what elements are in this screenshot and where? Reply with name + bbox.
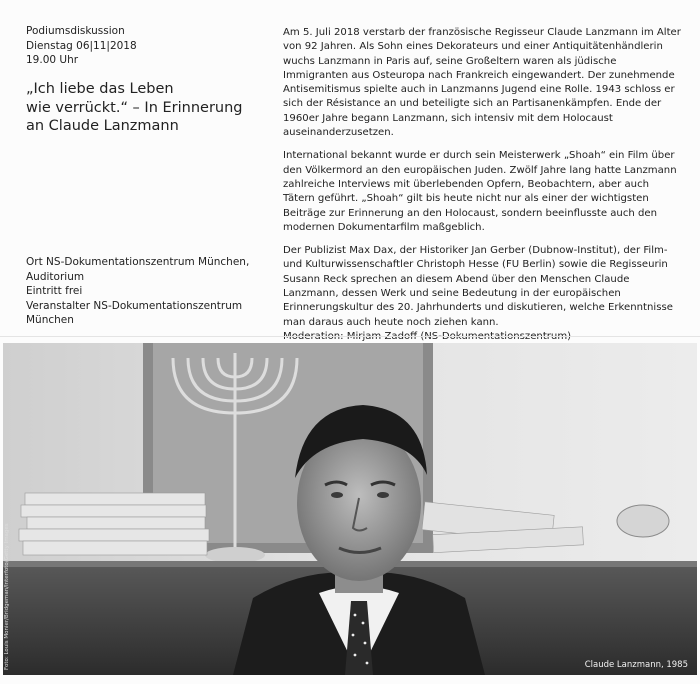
event-details — [26, 255, 258, 328]
eintritt-label: Eintritt — [26, 285, 62, 297]
description-paragraph-3: Der Publizist Max Dax, der Historiker Jan Gerber (Dubnow-Institut), der Film- und Kulturwissenschaftler Christoph Hesse (FU Berlin) sowie die Regisseurin Susann Reck sprechen an diesem Abend über den Menschen Claude Lanzmann, dessen Werk und seine Bedeutung in der europäischen Erinnerungskultur des 20. Jahrhunderts und diskutieren, welche Erkenntnisse man daraus auch heute noch ziehen kann. — [283, 245, 673, 328]
headline-line-3: an Claude Lanzmann — [26, 118, 179, 134]
event-time: 19.00 Uhr — [26, 54, 79, 66]
event-description — [283, 26, 683, 353]
event-headline — [26, 80, 256, 136]
fold-line — [0, 336, 700, 337]
eintritt-line — [26, 284, 258, 299]
ort-value-2: Auditorium — [26, 270, 85, 283]
ort-value: NS-Dokumentationszentrum München, — [46, 256, 250, 268]
event-meta — [26, 24, 137, 68]
headline-line-2: wie verrückt.“ – In Erinnerung — [26, 99, 243, 116]
headline-line-1: „Ich liebe das Leben — [26, 81, 174, 97]
event-type: Podiumsdiskussion — [26, 25, 125, 37]
veranstalter-label: Veranstalter — [26, 299, 91, 312]
portrait-photo — [3, 343, 697, 675]
description-paragraph-1: Am 5. Juli 2018 verstarb der französische Regisseur Claude Lanzmann im Alter von 92 Jahren. Als Sohn eines Dekorateurs und einer Antiquitätenhändlerin wuchs Lanzmann in Paris auf, seine Großeltern waren als jüdische Immigranten aus Osteuropa nach Frankreich eingewandert. Der zunehmende Antisemitismus spielte auch in Lanzmanns Jugend eine Rolle. 1943 schloss er sich der Résistance an und beteiligte sich an Partisanenkämpfen. Ende der 1960er Jahre begann Lanzmann, sich intensiv mit dem Holocaust auseinanderzusetzen. — [283, 27, 681, 139]
photo-caption: Claude Lanzmann, 1985 — [584, 660, 688, 670]
ort-line — [26, 255, 258, 270]
event-date: Dienstag 06|11|2018 — [26, 39, 137, 52]
ort-label: Ort — [26, 256, 43, 268]
photo-credit: Foto: Louis Monier/Bridgeman/Interfoto/Getty Images — [4, 523, 10, 670]
veranstalter-value-2: München — [26, 314, 74, 326]
eintritt-value: frei — [65, 285, 83, 297]
veranstalter-value: NS-Dokumentationszentrum — [93, 299, 243, 312]
veranstalter-line — [26, 299, 258, 314]
description-paragraph-2: International bekannt wurde er durch sein Meisterwerk „Shoah“ ein Film über den Völkermord an den europäischen Juden. Zwölf Jahre lang hatte Lanzmann zahlreiche Interviews mit überlebenden Opfern, Beobachtern, aber auch Tätern geführt. „Shoah“ gilt bis heute nicht nur als einer der wichtigsten Beiträge zur Erinnerung an den Holocaust, sondern beeinflusste auch den modernen Dokumentarfilm maßgeblich. — [283, 150, 677, 233]
